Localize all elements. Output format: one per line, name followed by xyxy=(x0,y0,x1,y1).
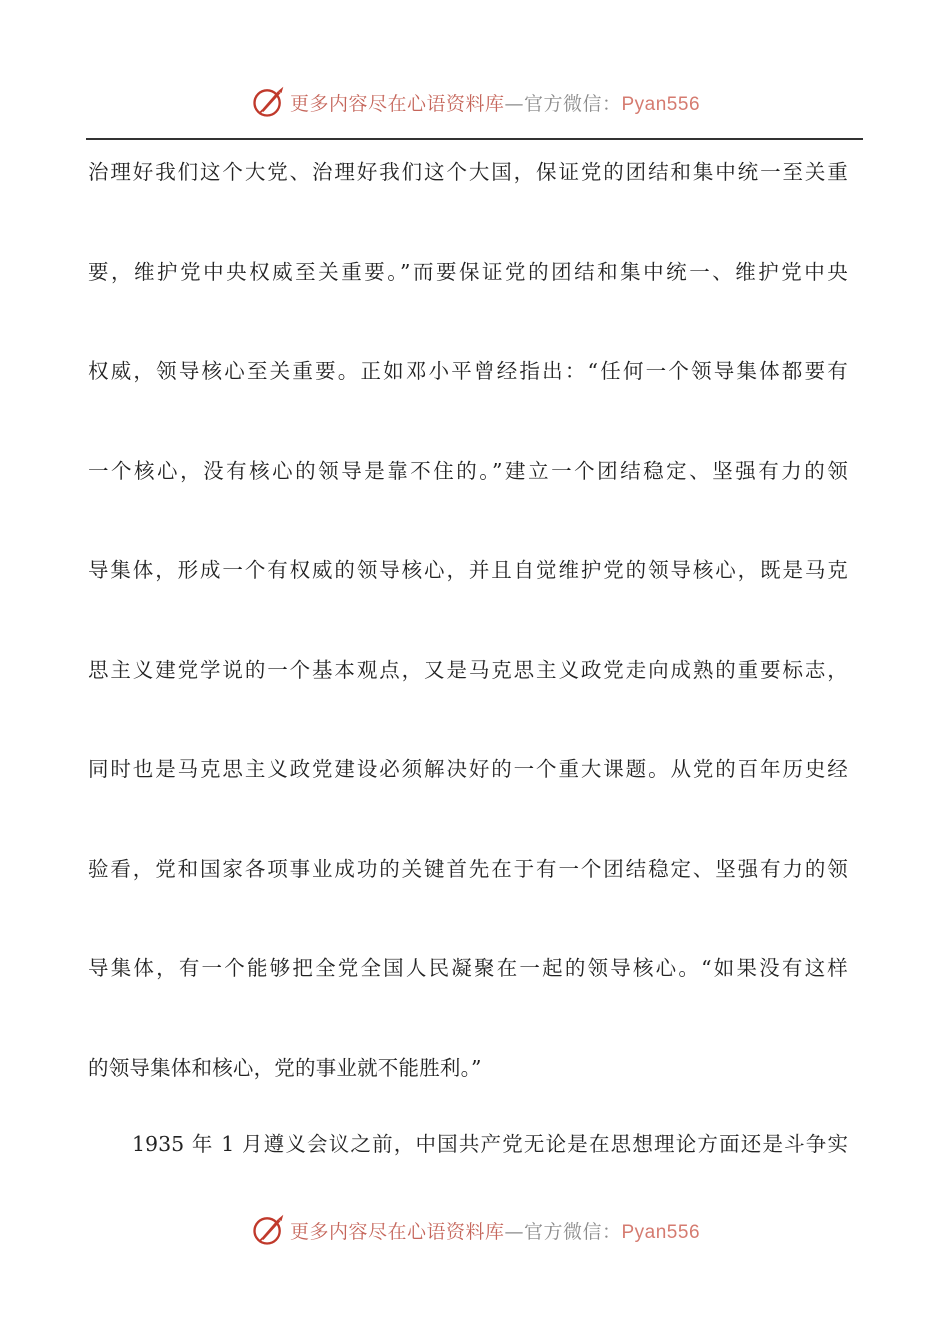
body-line: 权威，领导核心至关重要。正如邓小平曾经指出：“任何一个领导集体都要有 xyxy=(88,359,848,383)
header-wechat-label: 官方微信： xyxy=(523,92,622,115)
document-body xyxy=(88,148,848,1143)
body-line: 导集体，形成一个有权威的领导核心，并且自觉维护党的领导核心，既是马克 xyxy=(88,558,848,582)
header-wechat-id: Pyan556 xyxy=(621,93,701,115)
next-paragraph: 1935 年 1 月遵义会议之前，中国共产党无论是在思想理论方面还是斗争实 xyxy=(132,1132,848,1156)
footer-brand: 更多内容尽在心语资料库 xyxy=(289,1220,505,1243)
body-line: 的领导集体和核心，党的事业就不能胜利。” xyxy=(88,1055,482,1080)
footer-dash: — xyxy=(504,1220,524,1243)
quill-pen-circle-icon xyxy=(250,84,286,120)
header-divider xyxy=(86,138,863,140)
footer-wechat-label: 官方微信： xyxy=(523,1220,622,1243)
header-dash: — xyxy=(504,92,524,115)
body-line: 治理好我们这个大党、治理好我们这个大国，保证党的团结和集中统一至关重 xyxy=(88,160,848,184)
quill-pen-circle-icon xyxy=(250,1212,286,1248)
body-line: 一个核心，没有核心的领导是靠不住的。”建立一个团结稳定、坚强有力的领 xyxy=(88,458,848,483)
header-brand: 更多内容尽在心语资料库 xyxy=(289,92,505,115)
body-line: 思主义建党学说的一个基本观点，又是马克思主义政党走向成熟的重要标志， xyxy=(88,657,848,682)
body-line: 验看，党和国家各项事业成功的关键首先在于有一个团结稳定、坚强有力的领 xyxy=(88,856,848,881)
footer-banner xyxy=(0,1208,950,1252)
body-line: 要，维护党中央权威至关重要。”而要保证党的团结和集中统一、维护党中央 xyxy=(88,259,848,284)
footer-wechat-id: Pyan556 xyxy=(621,1221,701,1243)
header-banner xyxy=(0,80,950,124)
footer-text xyxy=(290,1217,700,1244)
body-line: 同时也是马克思主义政党建设必须解决好的一个重大课题。从党的百年历史经 xyxy=(88,757,848,781)
header-text xyxy=(290,89,700,116)
body-line: 导集体，有一个能够把全党全国人民凝聚在一起的领导核心。“如果没有这样 xyxy=(88,956,848,980)
